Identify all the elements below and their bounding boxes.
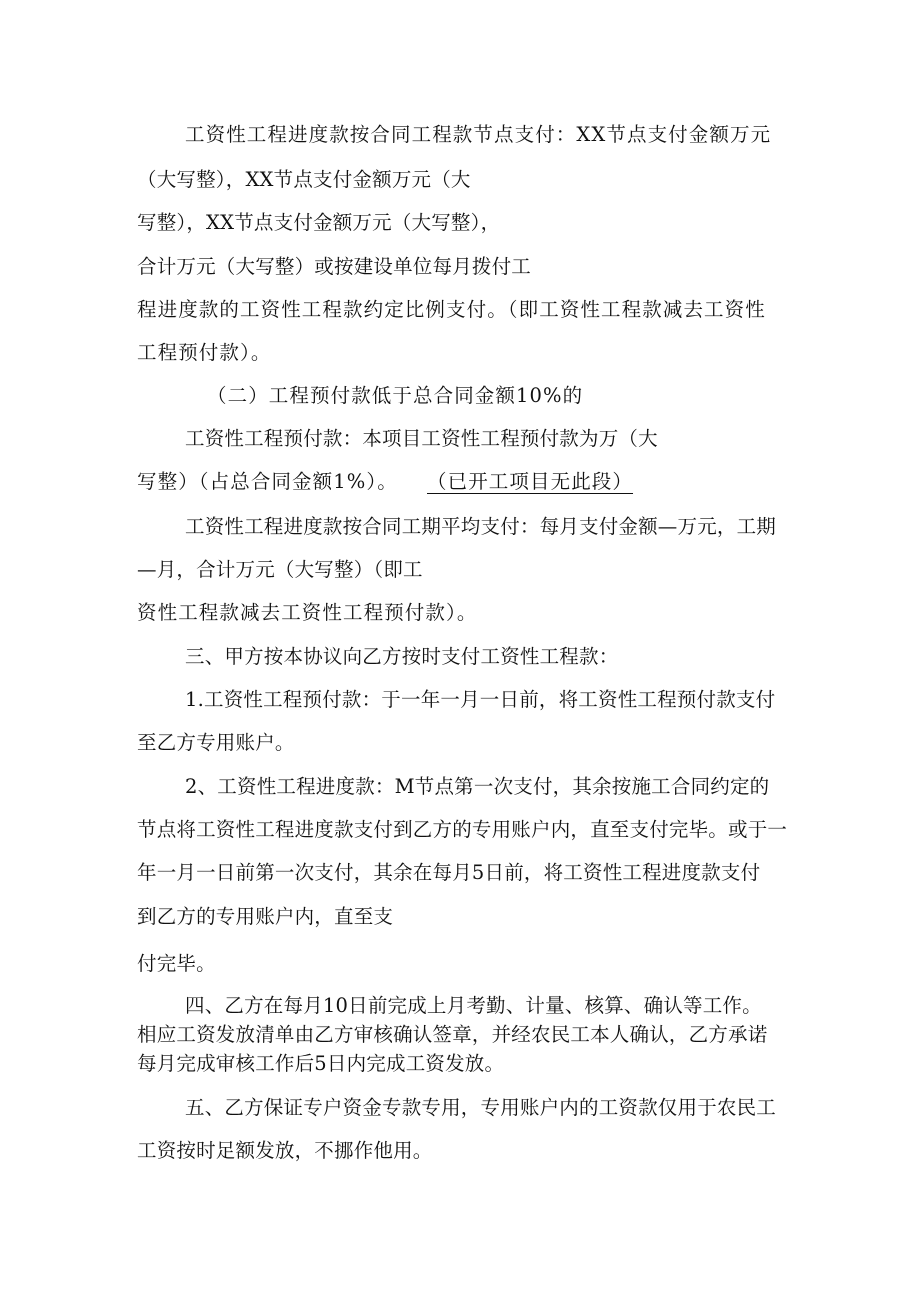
text-line: 工资按时足额发放，不挪作他用。 — [137, 1139, 433, 1162]
text-line: 2、工资性工程进度款：M节点第一次支付，其余按施工合同约定的 — [185, 775, 770, 798]
underlined-note: （已开工项目无此段） — [427, 470, 634, 493]
text-line: 每月完成审核工作后5日内完成工资发放。 — [137, 1052, 505, 1075]
text-line: 工资性工程进度款按合同工程款节点支付：XX节点支付金额万元 — [185, 123, 772, 146]
text-line: 合计万元（大写整）或按建设单位每月拨付工 — [137, 255, 532, 278]
text-line: 1.工资性工程预付款：于一年一月一日前，将工资性工程预付款支付 — [185, 688, 776, 711]
text-line: 相应工资发放清单由乙方审核确认签章，并经农民工本人确认，乙方承诺 — [137, 1023, 768, 1046]
section-heading: （二）工程预付款低于总合同金额10%的 — [207, 384, 584, 407]
text-line: 付完毕。 — [137, 952, 216, 975]
text-line: （大写整），XX节点支付金额万元（大 — [137, 168, 471, 191]
text-line: 年一月一日前第一次支付，其余在每月5日前，将工资性工程进度款支付 — [137, 861, 761, 884]
clause-heading: 五、乙方保证专户资金专款专用，专用账户内的工资款仅用于农民工 — [185, 1096, 777, 1119]
text-line: 资性工程款减去工资性工程预付款）。 — [137, 601, 478, 624]
text-line: 写整）（占总合同金额1%）。 — [137, 470, 398, 493]
text-line: 至乙方专用账户。 — [137, 731, 295, 754]
text-line: 工资性工程进度款按合同工期平均支付：每月支付金额—万元，工期 — [185, 515, 777, 538]
text-line: 工资性工程预付款：本项目工资性工程预付款为万（大 — [185, 427, 658, 450]
text-line: 写整），XX节点支付金额万元（大写整）， — [137, 211, 501, 234]
text-line: —月，合计万元（大写整）（即工 — [137, 558, 423, 581]
text-line: 程进度款的工资性工程款约定比例支付。（即工资性工程款减去工资性 — [137, 298, 766, 321]
text-line: 工程预付款）。 — [137, 341, 272, 364]
text-line: 节点将工资性工程进度款支付到乙方的专用账户内，直至支付完毕。或于一 — [137, 818, 788, 841]
clause-heading: 四、乙方在每月10日前完成上月考勤、计量、核算、确认等工作。 — [185, 994, 762, 1017]
text-line: 到乙方的专用账户内，直至支 — [137, 905, 394, 928]
clause-heading: 三、甲方按本协议向乙方按时支付工资性工程款： — [185, 645, 619, 668]
